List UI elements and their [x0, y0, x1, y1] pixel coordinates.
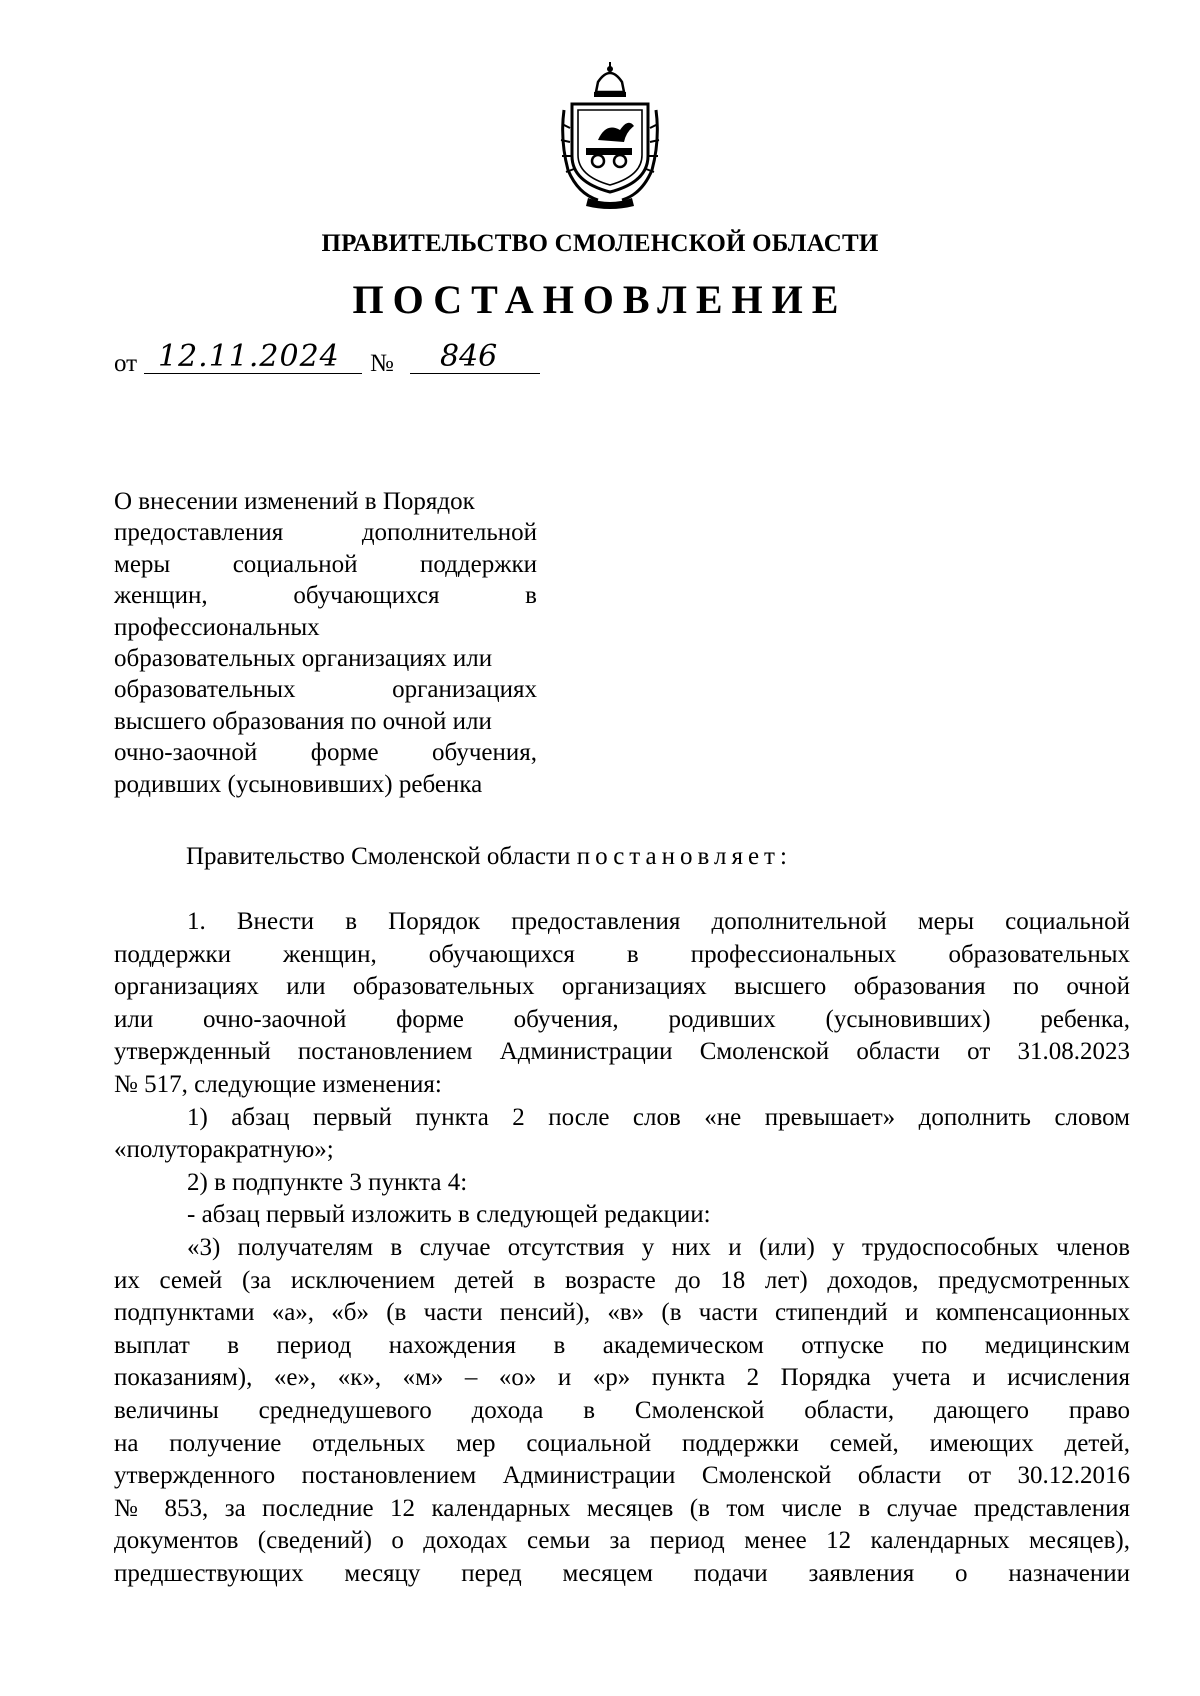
- body-line: № 517, следующие изменения:: [114, 1070, 442, 1098]
- body-line: выплат в период нахождения в академическом отпуске по медицинским: [114, 1331, 1130, 1359]
- body-line: предшествующих месяцу перед месяцем подачи заявления о назначении: [114, 1559, 1130, 1587]
- body-line: организациях или образовательных организациях высшего образования по очной: [114, 973, 1130, 1001]
- body-line: поддержки женщин, обучающихся в профессиональных образовательных: [114, 940, 1130, 968]
- subject-line: предоставления дополнительной: [114, 519, 537, 547]
- body-line: 1. Внести в Порядок предоставления дополнительной меры социальной: [187, 908, 1130, 935]
- body-line: или очно-заочной форме обучения, родивших (усыновивших) ребенка,: [114, 1005, 1130, 1033]
- from-label: от: [114, 350, 138, 377]
- body-line: 1) абзац первый пункта 2 после слов «не превышает» дополнить словом: [187, 1103, 1130, 1131]
- subject-line: профессиональных: [114, 613, 320, 641]
- body-line: - абзац первый изложить в следующей редакции:: [187, 1201, 711, 1229]
- body-line: документов (сведений) о доходах семьи за период менее 12 календарных месяцев),: [114, 1527, 1130, 1555]
- body-line: их семей (за исключением детей в возрасте до 18 лет) доходов, предусмотренных: [114, 1266, 1130, 1294]
- organization-name: ПРАВИТЕЛЬСТВО СМОЛЕНСКОЙ ОБЛАСТИ: [321, 230, 879, 257]
- number-label: №: [370, 350, 394, 377]
- resolves-spaced-word: постановляет: [576, 843, 780, 870]
- body-line: «полуторакратную»;: [114, 1136, 334, 1164]
- subject-line: высшего образования по очной или: [114, 707, 492, 735]
- subject-line: меры социальной поддержки: [114, 550, 537, 578]
- subject-line: образовательных организациях: [114, 676, 537, 704]
- handwritten-number: 846: [410, 340, 540, 374]
- body-line: «3) получателям в случае отсутствия у них и (или) у трудоспособных членов: [187, 1233, 1130, 1261]
- resolves-statement: [186, 843, 787, 871]
- document-type-title: ПОСТАНОВЛЕНИЕ: [352, 277, 848, 322]
- handwritten-date: 12.11.2024: [144, 340, 362, 374]
- subject-line: О внесении изменений в Порядок: [114, 488, 475, 515]
- subject-line: родивших (усыновивших) ребенка: [114, 770, 483, 798]
- document-subject: [114, 486, 537, 800]
- subject-line: очно-заочной форме обучения,: [114, 739, 537, 767]
- resolves-prefix: Правительство Смоленской области: [186, 843, 577, 870]
- body-line: 2) в подпункте 3 пункта 4:: [187, 1168, 468, 1196]
- document-body: [114, 906, 1130, 1590]
- body-line: на получение отдельных мер социальной поддержки семей, имеющих детей,: [114, 1429, 1130, 1457]
- body-line: показаниям), «е», «к», «м» – «о» и «р» пункта 2 Порядка учета и исчисления: [114, 1364, 1130, 1392]
- coat-of-arms-emblem: [558, 60, 662, 210]
- body-line: утвержденный постановлением Администрации Смоленской области от 31.08.2023: [114, 1038, 1130, 1066]
- subject-line: женщин, обучающихся в: [114, 582, 537, 610]
- date-number-line: [114, 340, 534, 380]
- resolves-suffix: :: [779, 843, 787, 870]
- body-line: величины среднедушевого дохода в Смоленской области, дающего право: [114, 1396, 1130, 1424]
- subject-line: образовательных организациях или: [114, 644, 493, 672]
- body-line: № 853, за последние 12 календарных месяцев (в том числе в случае представления: [114, 1494, 1130, 1522]
- body-line: подпунктами «а», «б» (в части пенсий), «в» (в части стипендий и компенсационных: [114, 1299, 1130, 1327]
- body-line: утвержденного постановлением Администрации Смоленской области от 30.12.2016: [114, 1462, 1130, 1490]
